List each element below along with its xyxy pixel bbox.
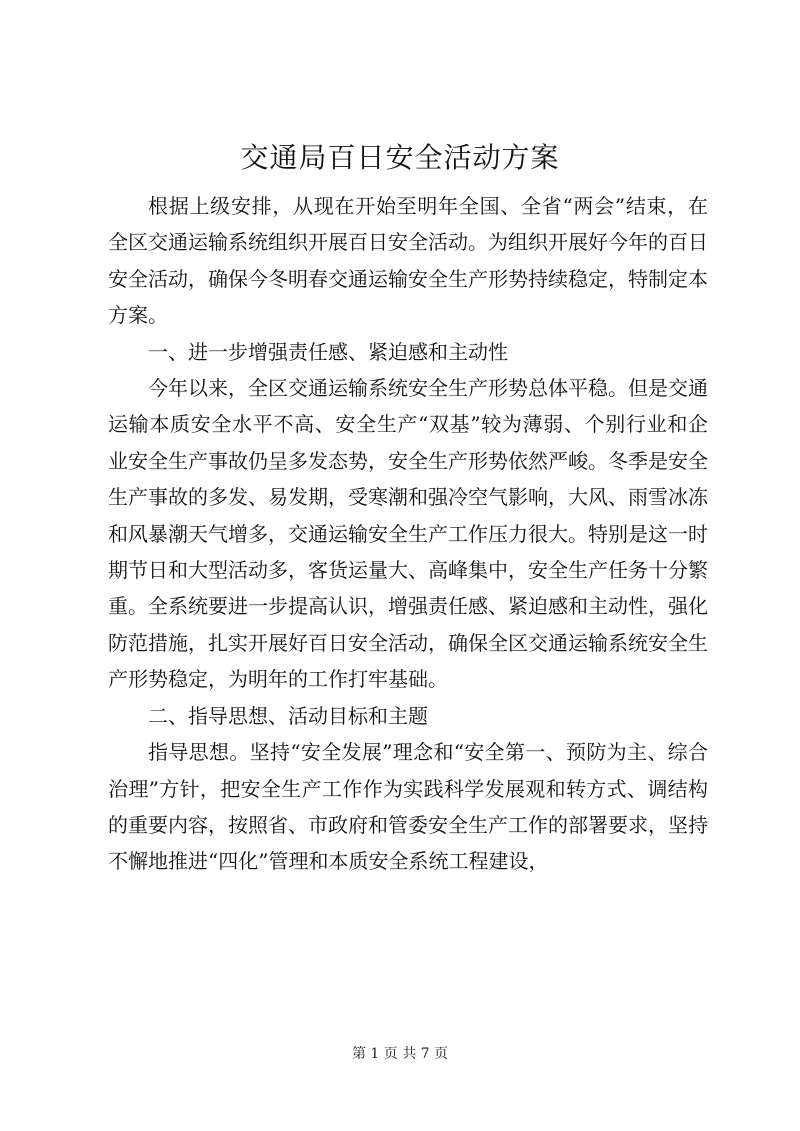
paragraph-guiding-thought: 指导思想。坚持“安全发展”理念和“安全第一、预防为主、综合治理”方针，把安全生产工作作为实践科学发展观和转方式、调结构的重要内容，按照省、市政府和管委安全生产工作的部署要求，坚持不懈地推进“四化”管理和本质安全系统工程建设， bbox=[108, 740, 708, 874]
paragraph-intro: 根据上级安排，从现在开始至明年全国、全省“两会”结束，在全区交通运输系统组织开展百日安全活动。为组织开展好今年的百日安全活动，确保今冬明春交通运输安全生产形势持续稳定，特制定本方案。 bbox=[108, 194, 708, 328]
section-heading-2: 二、指导思想、活动目标和主题 bbox=[148, 703, 428, 728]
paragraph-situation: 今年以来，全区交通运输系统安全生产形势总体平稳。但是交通运输本质安全水平不高、安全生产“双基”较为薄弱、个别行业和企业安全生产事故仍呈多发态势，安全生产形势依然严峻。冬季是安全生产事故的多发、易发期，受寒潮和强冷空气影响，大风、雨雪冰冻和风暴潮天气增多，交通运输安全生产工作压力很大。特别是这一时期节日和大型活动多，客货运量大、高峰集中，安全生产任务十分繁重。全系统要进一步提高认识，增强责任感、紧迫感和主动性，强化防范措施，扎实开展好百日安全活动，确保全区交通运输系统安全生产形势稳定，为明年的工作打牢基础。 bbox=[108, 376, 708, 692]
document-body bbox=[108, 188, 708, 880]
section-heading-1: 一、进一步增强责任感、紧迫感和主动性 bbox=[148, 339, 508, 364]
page-number-footer: 第 1 页 共 7 页 bbox=[351, 1046, 449, 1062]
document-title: 交通局百日安全活动方案 bbox=[240, 141, 560, 174]
